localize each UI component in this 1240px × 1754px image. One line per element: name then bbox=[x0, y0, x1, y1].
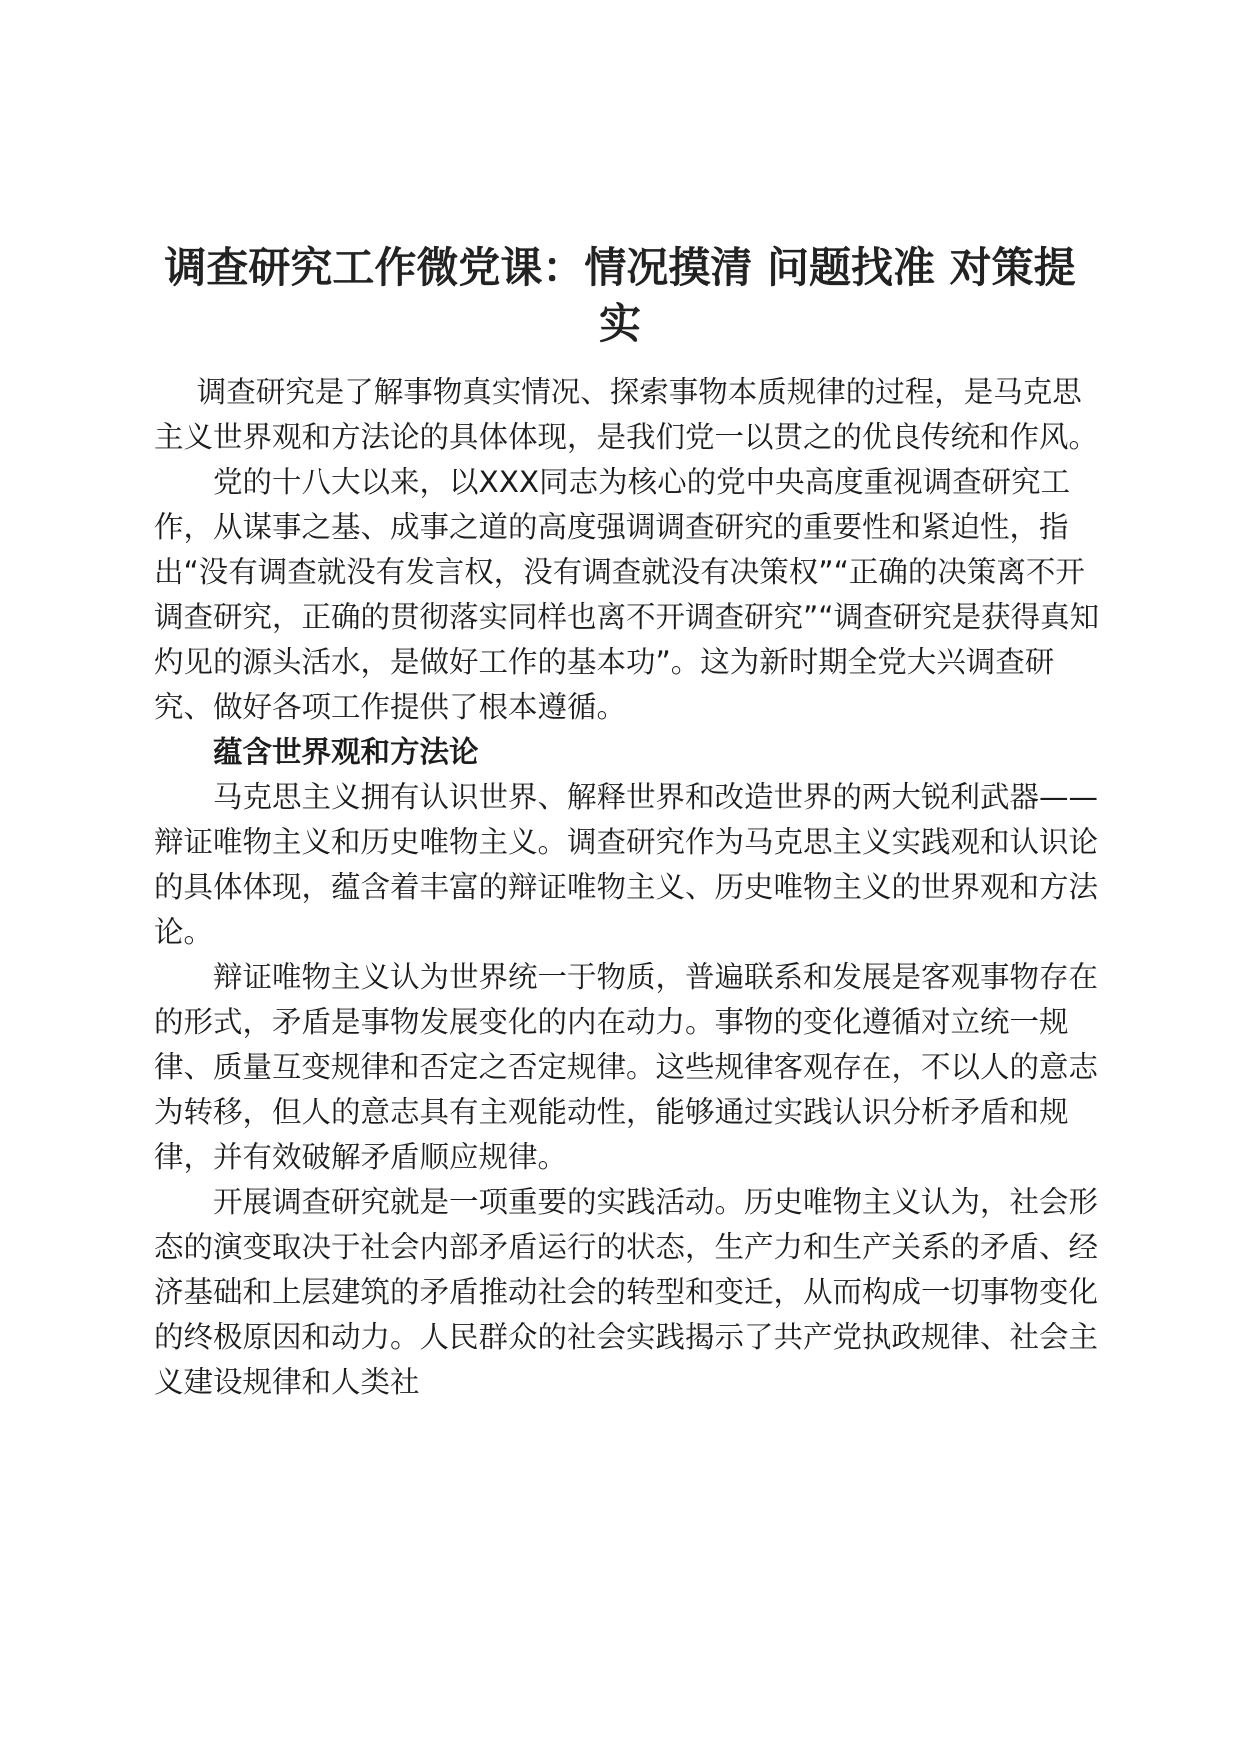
paragraph-party-congress: 党的十八大以来，以XXX同志为核心的党中央高度重视调查研究工作，从谋事之基、成事之道的高度强调调查研究的重要性和紧迫性，指出“没有调查就没有发言权，没有调查就没有决策权”“正确的决策离不开调查研究，正确的贯彻落实同样也离不开调查研究”“调查研究是获得真知灼见的源头活水，是做好工作的基本功”。这为新时期全党大兴调查研究、做好各项工作提供了根本遵循。 bbox=[154, 465, 1100, 724]
paragraph-marxism-weapons: 马克思主义拥有认识世界、解释世界和改造世界的两大锐利武器——辩证唯物主义和历史唯物主义。调查研究作为马克思主义实践观和认识论的具体体现，蕴含着丰富的辩证唯物主义、历史唯物主义的世界观和方法论。 bbox=[154, 780, 1099, 949]
document-title: 调查研究工作微党课：情况摸清 问题找准 对策提实 bbox=[164, 243, 1076, 348]
paragraph-dialectical-materialism: 辩证唯物主义认为世界统一于物质，普遍联系和发展是客观事物存在的形式，矛盾是事物发展变化的内在动力。事物的变化遵循对立统一规律、质量互变规律和否定之否定规律。这些规律客观存在，不以人的意志为转移，但人的意志具有主观能动性，能够通过实践认识分析矛盾和规律，并有效破解矛盾顺应规律。 bbox=[154, 960, 1099, 1174]
section-heading: 蕴含世界观和方法论 bbox=[213, 735, 479, 769]
paragraph-intro: 调查研究是了解事物真实情况、探索事物本质规律的过程，是马克思主义世界观和方法论的具体体现，是我们党一以贯之的优良传统和作风。 bbox=[154, 375, 1099, 454]
paragraph-historical-materialism: 开展调查研究就是一项重要的实践活动。历史唯物主义认为，社会形态的演变取决于社会内部矛盾运行的状态，生产力和生产关系的矛盾、经济基础和上层建筑的矛盾推动社会的转型和变迁，从而构成一切事物变化的终极原因和动力。人民群众的社会实践揭示了共产党执政规律、社会主义建设规律和人类社 bbox=[154, 1185, 1099, 1399]
document-body bbox=[154, 370, 1104, 1405]
